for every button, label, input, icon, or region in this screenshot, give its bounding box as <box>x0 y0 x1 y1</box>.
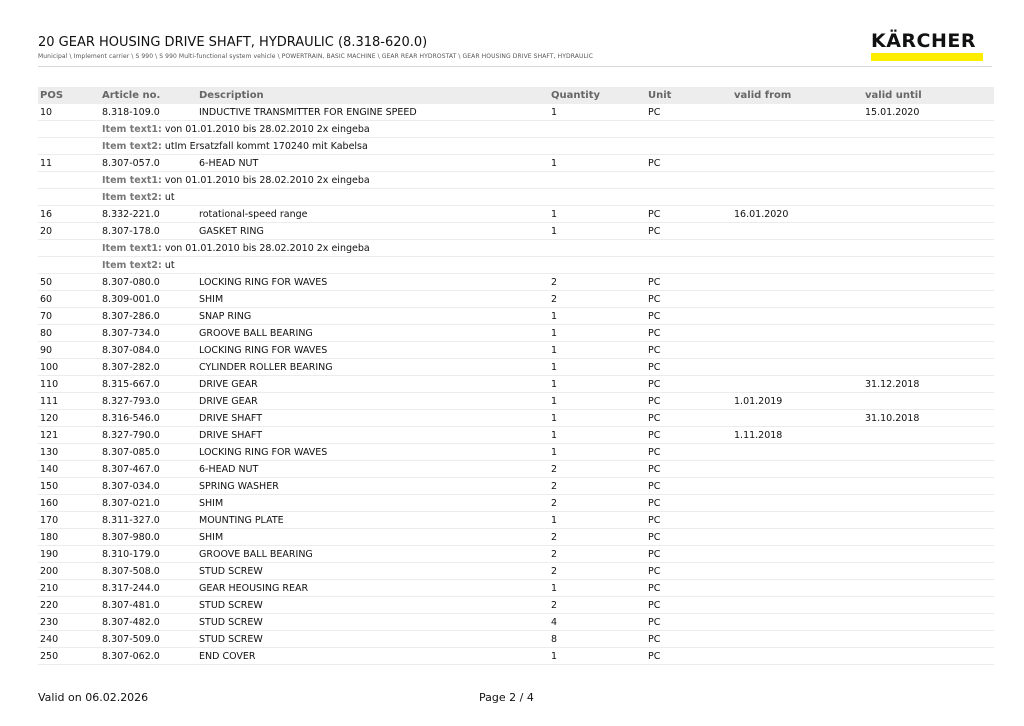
item-text-cell <box>100 121 994 138</box>
item-text-label: Item text1: <box>102 242 162 254</box>
cell-quantity: 1 <box>549 308 646 325</box>
cell-article: 8.307-509.0 <box>100 631 197 648</box>
cell-valid-until <box>863 444 994 461</box>
cell-article: 8.315-667.0 <box>100 376 197 393</box>
cell-valid-until <box>863 223 994 240</box>
cell-article: 8.318-109.0 <box>100 104 197 121</box>
cell-description: rotational-speed range <box>197 206 549 223</box>
cell-article: 8.309-001.0 <box>100 291 197 308</box>
cell-valid-until <box>863 291 994 308</box>
cell-pos: 90 <box>38 342 100 359</box>
item-text-label: Item text1: <box>102 123 162 135</box>
cell-unit: PC <box>646 461 732 478</box>
item-text-row <box>38 138 994 155</box>
item-text-cell <box>100 240 994 257</box>
cell-pos: 180 <box>38 529 100 546</box>
item-text-row <box>38 257 994 274</box>
cell-article: 8.307-282.0 <box>100 359 197 376</box>
cell-valid-until <box>863 529 994 546</box>
table-row <box>38 546 994 563</box>
cell-quantity: 1 <box>549 104 646 121</box>
table-row <box>38 308 994 325</box>
note-indent <box>38 189 100 206</box>
column-header-valid-from: valid from <box>732 87 863 104</box>
valid-on-date: Valid on 06.02.2026 <box>38 691 149 704</box>
cell-quantity: 2 <box>549 461 646 478</box>
table-row <box>38 376 994 393</box>
cell-pos: 70 <box>38 308 100 325</box>
note-indent <box>38 172 100 189</box>
cell-pos: 140 <box>38 461 100 478</box>
note-indent <box>38 138 100 155</box>
cell-pos: 80 <box>38 325 100 342</box>
cell-quantity: 2 <box>549 546 646 563</box>
cell-article: 8.307-062.0 <box>100 648 197 665</box>
cell-description: MOUNTING PLATE <box>197 512 549 529</box>
column-header-valid-until: valid until <box>863 87 994 104</box>
cell-quantity: 2 <box>549 597 646 614</box>
cell-description: INDUCTIVE TRANSMITTER FOR ENGINE SPEED <box>197 104 549 121</box>
cell-pos: 16 <box>38 206 100 223</box>
cell-valid-from <box>732 104 863 121</box>
cell-valid-until <box>863 563 994 580</box>
cell-valid-until <box>863 461 994 478</box>
cell-valid-until <box>863 393 994 410</box>
cell-unit: PC <box>646 546 732 563</box>
cell-description: LOCKING RING FOR WAVES <box>197 342 549 359</box>
table-row <box>38 223 994 240</box>
cell-pos: 121 <box>38 427 100 444</box>
table-row <box>38 461 994 478</box>
cell-valid-until <box>863 427 994 444</box>
cell-quantity: 1 <box>549 325 646 342</box>
cell-article: 8.307-508.0 <box>100 563 197 580</box>
cell-quantity: 1 <box>549 376 646 393</box>
table-row <box>38 512 994 529</box>
column-header-unit: Unit <box>646 87 732 104</box>
cell-valid-from <box>732 495 863 512</box>
cell-quantity: 2 <box>549 563 646 580</box>
cell-valid-until <box>863 546 994 563</box>
column-header-description: Description <box>197 87 549 104</box>
item-text-cell <box>100 172 994 189</box>
cell-quantity: 1 <box>549 155 646 172</box>
cell-unit: PC <box>646 274 732 291</box>
cell-valid-from <box>732 325 863 342</box>
cell-article: 8.307-021.0 <box>100 495 197 512</box>
cell-quantity: 1 <box>549 342 646 359</box>
table-row <box>38 359 994 376</box>
cell-pos: 150 <box>38 478 100 495</box>
cell-article: 8.317-244.0 <box>100 580 197 597</box>
cell-pos: 250 <box>38 648 100 665</box>
cell-valid-from <box>732 580 863 597</box>
cell-valid-until <box>863 614 994 631</box>
cell-valid-from <box>732 461 863 478</box>
cell-description: SPRING WASHER <box>197 478 549 495</box>
cell-description: SNAP RING <box>197 308 549 325</box>
parts-table-body <box>38 104 994 665</box>
table-row <box>38 206 994 223</box>
table-header-row <box>38 87 994 104</box>
cell-article: 8.307-080.0 <box>100 274 197 291</box>
cell-article: 8.307-734.0 <box>100 325 197 342</box>
cell-article: 8.307-178.0 <box>100 223 197 240</box>
cell-unit: PC <box>646 155 732 172</box>
cell-unit: PC <box>646 478 732 495</box>
item-text-row <box>38 121 994 138</box>
cell-valid-from <box>732 444 863 461</box>
table-row <box>38 529 994 546</box>
cell-valid-until <box>863 580 994 597</box>
cell-valid-until <box>863 648 994 665</box>
table-row <box>38 563 994 580</box>
column-header-article: Article no. <box>100 87 197 104</box>
cell-quantity: 1 <box>549 444 646 461</box>
cell-unit: PC <box>646 376 732 393</box>
cell-unit: PC <box>646 580 732 597</box>
cell-valid-from <box>732 478 863 495</box>
cell-description: GASKET RING <box>197 223 549 240</box>
cell-unit: PC <box>646 206 732 223</box>
cell-unit: PC <box>646 597 732 614</box>
note-indent <box>38 240 100 257</box>
cell-valid-until <box>863 308 994 325</box>
cell-valid-from <box>732 597 863 614</box>
cell-valid-until: 15.01.2020 <box>863 104 994 121</box>
cell-quantity: 2 <box>549 478 646 495</box>
cell-description: 6-HEAD NUT <box>197 155 549 172</box>
parts-table <box>38 87 994 665</box>
cell-description: DRIVE GEAR <box>197 376 549 393</box>
cell-article: 8.307-482.0 <box>100 614 197 631</box>
cell-unit: PC <box>646 648 732 665</box>
cell-valid-from <box>732 308 863 325</box>
cell-quantity: 1 <box>549 512 646 529</box>
cell-valid-until <box>863 342 994 359</box>
cell-quantity: 2 <box>549 529 646 546</box>
cell-pos: 230 <box>38 614 100 631</box>
cell-article: 8.307-467.0 <box>100 461 197 478</box>
cell-unit: PC <box>646 342 732 359</box>
cell-valid-until: 31.12.2018 <box>863 376 994 393</box>
cell-pos: 130 <box>38 444 100 461</box>
cell-pos: 11 <box>38 155 100 172</box>
cell-description: 6-HEAD NUT <box>197 461 549 478</box>
cell-article: 8.310-179.0 <box>100 546 197 563</box>
page-number: Page 2 / 4 <box>479 691 534 704</box>
table-row <box>38 478 994 495</box>
cell-pos: 100 <box>38 359 100 376</box>
cell-pos: 50 <box>38 274 100 291</box>
cell-valid-from: 1.01.2019 <box>732 393 863 410</box>
table-row <box>38 495 994 512</box>
cell-valid-from <box>732 410 863 427</box>
cell-pos: 220 <box>38 597 100 614</box>
cell-pos: 190 <box>38 546 100 563</box>
cell-description: GROOVE BALL BEARING <box>197 546 549 563</box>
table-row <box>38 444 994 461</box>
cell-unit: PC <box>646 359 732 376</box>
item-text-label: Item text2: <box>102 191 162 203</box>
table-row <box>38 597 994 614</box>
cell-unit: PC <box>646 427 732 444</box>
item-text-label: Item text2: <box>102 140 162 152</box>
table-row <box>38 614 994 631</box>
cell-quantity: 1 <box>549 580 646 597</box>
cell-valid-until <box>863 155 994 172</box>
column-header-quantity: Quantity <box>549 87 646 104</box>
item-text-label: Item text2: <box>102 259 162 271</box>
cell-valid-from <box>732 342 863 359</box>
item-text-value: ut <box>164 259 175 271</box>
cell-description: SHIM <box>197 495 549 512</box>
cell-article: 8.316-546.0 <box>100 410 197 427</box>
table-row <box>38 274 994 291</box>
cell-unit: PC <box>646 512 732 529</box>
cell-pos: 60 <box>38 291 100 308</box>
cell-description: GEAR HEOUSING REAR <box>197 580 549 597</box>
table-row <box>38 155 994 172</box>
cell-valid-until <box>863 512 994 529</box>
note-indent <box>38 121 100 138</box>
cell-pos: 210 <box>38 580 100 597</box>
item-text-row <box>38 172 994 189</box>
document-title: 20 GEAR HOUSING DRIVE SHAFT, HYDRAULIC (8.318-620.0) <box>38 35 428 50</box>
cell-valid-until <box>863 597 994 614</box>
cell-valid-from: 16.01.2020 <box>732 206 863 223</box>
cell-valid-from <box>732 631 863 648</box>
table-row <box>38 342 994 359</box>
karcher-logo <box>871 30 984 61</box>
cell-valid-until <box>863 325 994 342</box>
cell-quantity: 1 <box>549 223 646 240</box>
cell-article: 8.307-084.0 <box>100 342 197 359</box>
cell-pos: 110 <box>38 376 100 393</box>
cell-valid-from <box>732 359 863 376</box>
cell-quantity: 1 <box>549 410 646 427</box>
cell-valid-from <box>732 291 863 308</box>
cell-unit: PC <box>646 410 732 427</box>
cell-valid-from: 1.11.2018 <box>732 427 863 444</box>
item-text-label: Item text1: <box>102 174 162 186</box>
cell-valid-until <box>863 206 994 223</box>
cell-article: 8.307-286.0 <box>100 308 197 325</box>
cell-pos: 240 <box>38 631 100 648</box>
table-row <box>38 427 994 444</box>
item-text-value: ut <box>164 191 175 203</box>
logo-yellow-bar <box>871 53 983 61</box>
note-indent <box>38 257 100 274</box>
table-row <box>38 325 994 342</box>
item-text-value: utIm Ersatzfall kommt 170240 mit Kabelsa <box>164 140 368 152</box>
cell-quantity: 1 <box>549 648 646 665</box>
cell-description: STUD SCREW <box>197 631 549 648</box>
cell-valid-from <box>732 274 863 291</box>
column-header-pos: POS <box>38 87 100 104</box>
table-row <box>38 104 994 121</box>
cell-valid-until <box>863 631 994 648</box>
cell-valid-from <box>732 223 863 240</box>
cell-quantity: 4 <box>549 614 646 631</box>
item-text-row <box>38 189 994 206</box>
item-text-row <box>38 240 994 257</box>
cell-valid-until <box>863 495 994 512</box>
cell-description: STUD SCREW <box>197 614 549 631</box>
table-row <box>38 648 994 665</box>
item-text-value: von 01.01.2010 bis 28.02.2010 2x eingeba <box>164 174 370 186</box>
cell-quantity: 2 <box>549 274 646 291</box>
cell-pos: 120 <box>38 410 100 427</box>
breadcrumb: Municipal \ Implement carrier \ S 990 \ S 990 Multi-functional system vehicle \ POWERTRAIN, BASIC MACHINE \ GEAR REAR HYDROSTAT \ GEAR HOUSING DRIVE SHAFT, HYDRAULIC <box>38 53 594 60</box>
cell-article: 8.307-034.0 <box>100 478 197 495</box>
cell-valid-from <box>732 614 863 631</box>
cell-article: 8.327-790.0 <box>100 427 197 444</box>
cell-pos: 160 <box>38 495 100 512</box>
cell-description: LOCKING RING FOR WAVES <box>197 274 549 291</box>
cell-unit: PC <box>646 308 732 325</box>
cell-description: SHIM <box>197 529 549 546</box>
cell-unit: PC <box>646 444 732 461</box>
cell-description: GROOVE BALL BEARING <box>197 325 549 342</box>
cell-valid-until <box>863 359 994 376</box>
table-row <box>38 580 994 597</box>
cell-article: 8.307-980.0 <box>100 529 197 546</box>
cell-pos: 111 <box>38 393 100 410</box>
cell-unit: PC <box>646 631 732 648</box>
cell-quantity: 1 <box>549 359 646 376</box>
cell-valid-from <box>732 376 863 393</box>
item-text-value: von 01.01.2010 bis 28.02.2010 2x eingeba <box>164 123 370 135</box>
cell-article: 8.327-793.0 <box>100 393 197 410</box>
cell-valid-until: 31.10.2018 <box>863 410 994 427</box>
table-row <box>38 393 994 410</box>
item-text-cell <box>100 257 994 274</box>
cell-quantity: 2 <box>549 495 646 512</box>
item-text-value: von 01.01.2010 bis 28.02.2010 2x eingeba <box>164 242 370 254</box>
logo-text: KÄRCHER <box>871 30 977 52</box>
cell-valid-from <box>732 546 863 563</box>
cell-valid-until <box>863 478 994 495</box>
cell-description: DRIVE GEAR <box>197 393 549 410</box>
cell-unit: PC <box>646 223 732 240</box>
cell-unit: PC <box>646 291 732 308</box>
cell-unit: PC <box>646 614 732 631</box>
cell-unit: PC <box>646 104 732 121</box>
cell-description: LOCKING RING FOR WAVES <box>197 444 549 461</box>
item-text-cell <box>100 189 994 206</box>
cell-unit: PC <box>646 529 732 546</box>
cell-valid-from <box>732 563 863 580</box>
cell-description: STUD SCREW <box>197 563 549 580</box>
cell-article: 8.311-327.0 <box>100 512 197 529</box>
cell-description: SHIM <box>197 291 549 308</box>
cell-description: END COVER <box>197 648 549 665</box>
table-row <box>38 410 994 427</box>
cell-pos: 20 <box>38 223 100 240</box>
cell-unit: PC <box>646 393 732 410</box>
cell-quantity: 2 <box>549 291 646 308</box>
cell-description: DRIVE SHAFT <box>197 410 549 427</box>
cell-description: CYLINDER ROLLER BEARING <box>197 359 549 376</box>
cell-unit: PC <box>646 563 732 580</box>
cell-valid-from <box>732 529 863 546</box>
cell-pos: 200 <box>38 563 100 580</box>
table-row <box>38 291 994 308</box>
cell-quantity: 1 <box>549 393 646 410</box>
table-row <box>38 631 994 648</box>
cell-valid-from <box>732 648 863 665</box>
cell-description: DRIVE SHAFT <box>197 427 549 444</box>
cell-article: 8.307-481.0 <box>100 597 197 614</box>
cell-pos: 170 <box>38 512 100 529</box>
cell-unit: PC <box>646 325 732 342</box>
cell-quantity: 1 <box>549 206 646 223</box>
cell-valid-until <box>863 274 994 291</box>
cell-unit: PC <box>646 495 732 512</box>
item-text-cell <box>100 138 994 155</box>
cell-quantity: 8 <box>549 631 646 648</box>
cell-article: 8.332-221.0 <box>100 206 197 223</box>
header-divider <box>38 66 992 67</box>
cell-article: 8.307-085.0 <box>100 444 197 461</box>
cell-quantity: 1 <box>549 427 646 444</box>
cell-article: 8.307-057.0 <box>100 155 197 172</box>
cell-description: STUD SCREW <box>197 597 549 614</box>
cell-valid-from <box>732 512 863 529</box>
cell-valid-from <box>732 155 863 172</box>
cell-pos: 10 <box>38 104 100 121</box>
